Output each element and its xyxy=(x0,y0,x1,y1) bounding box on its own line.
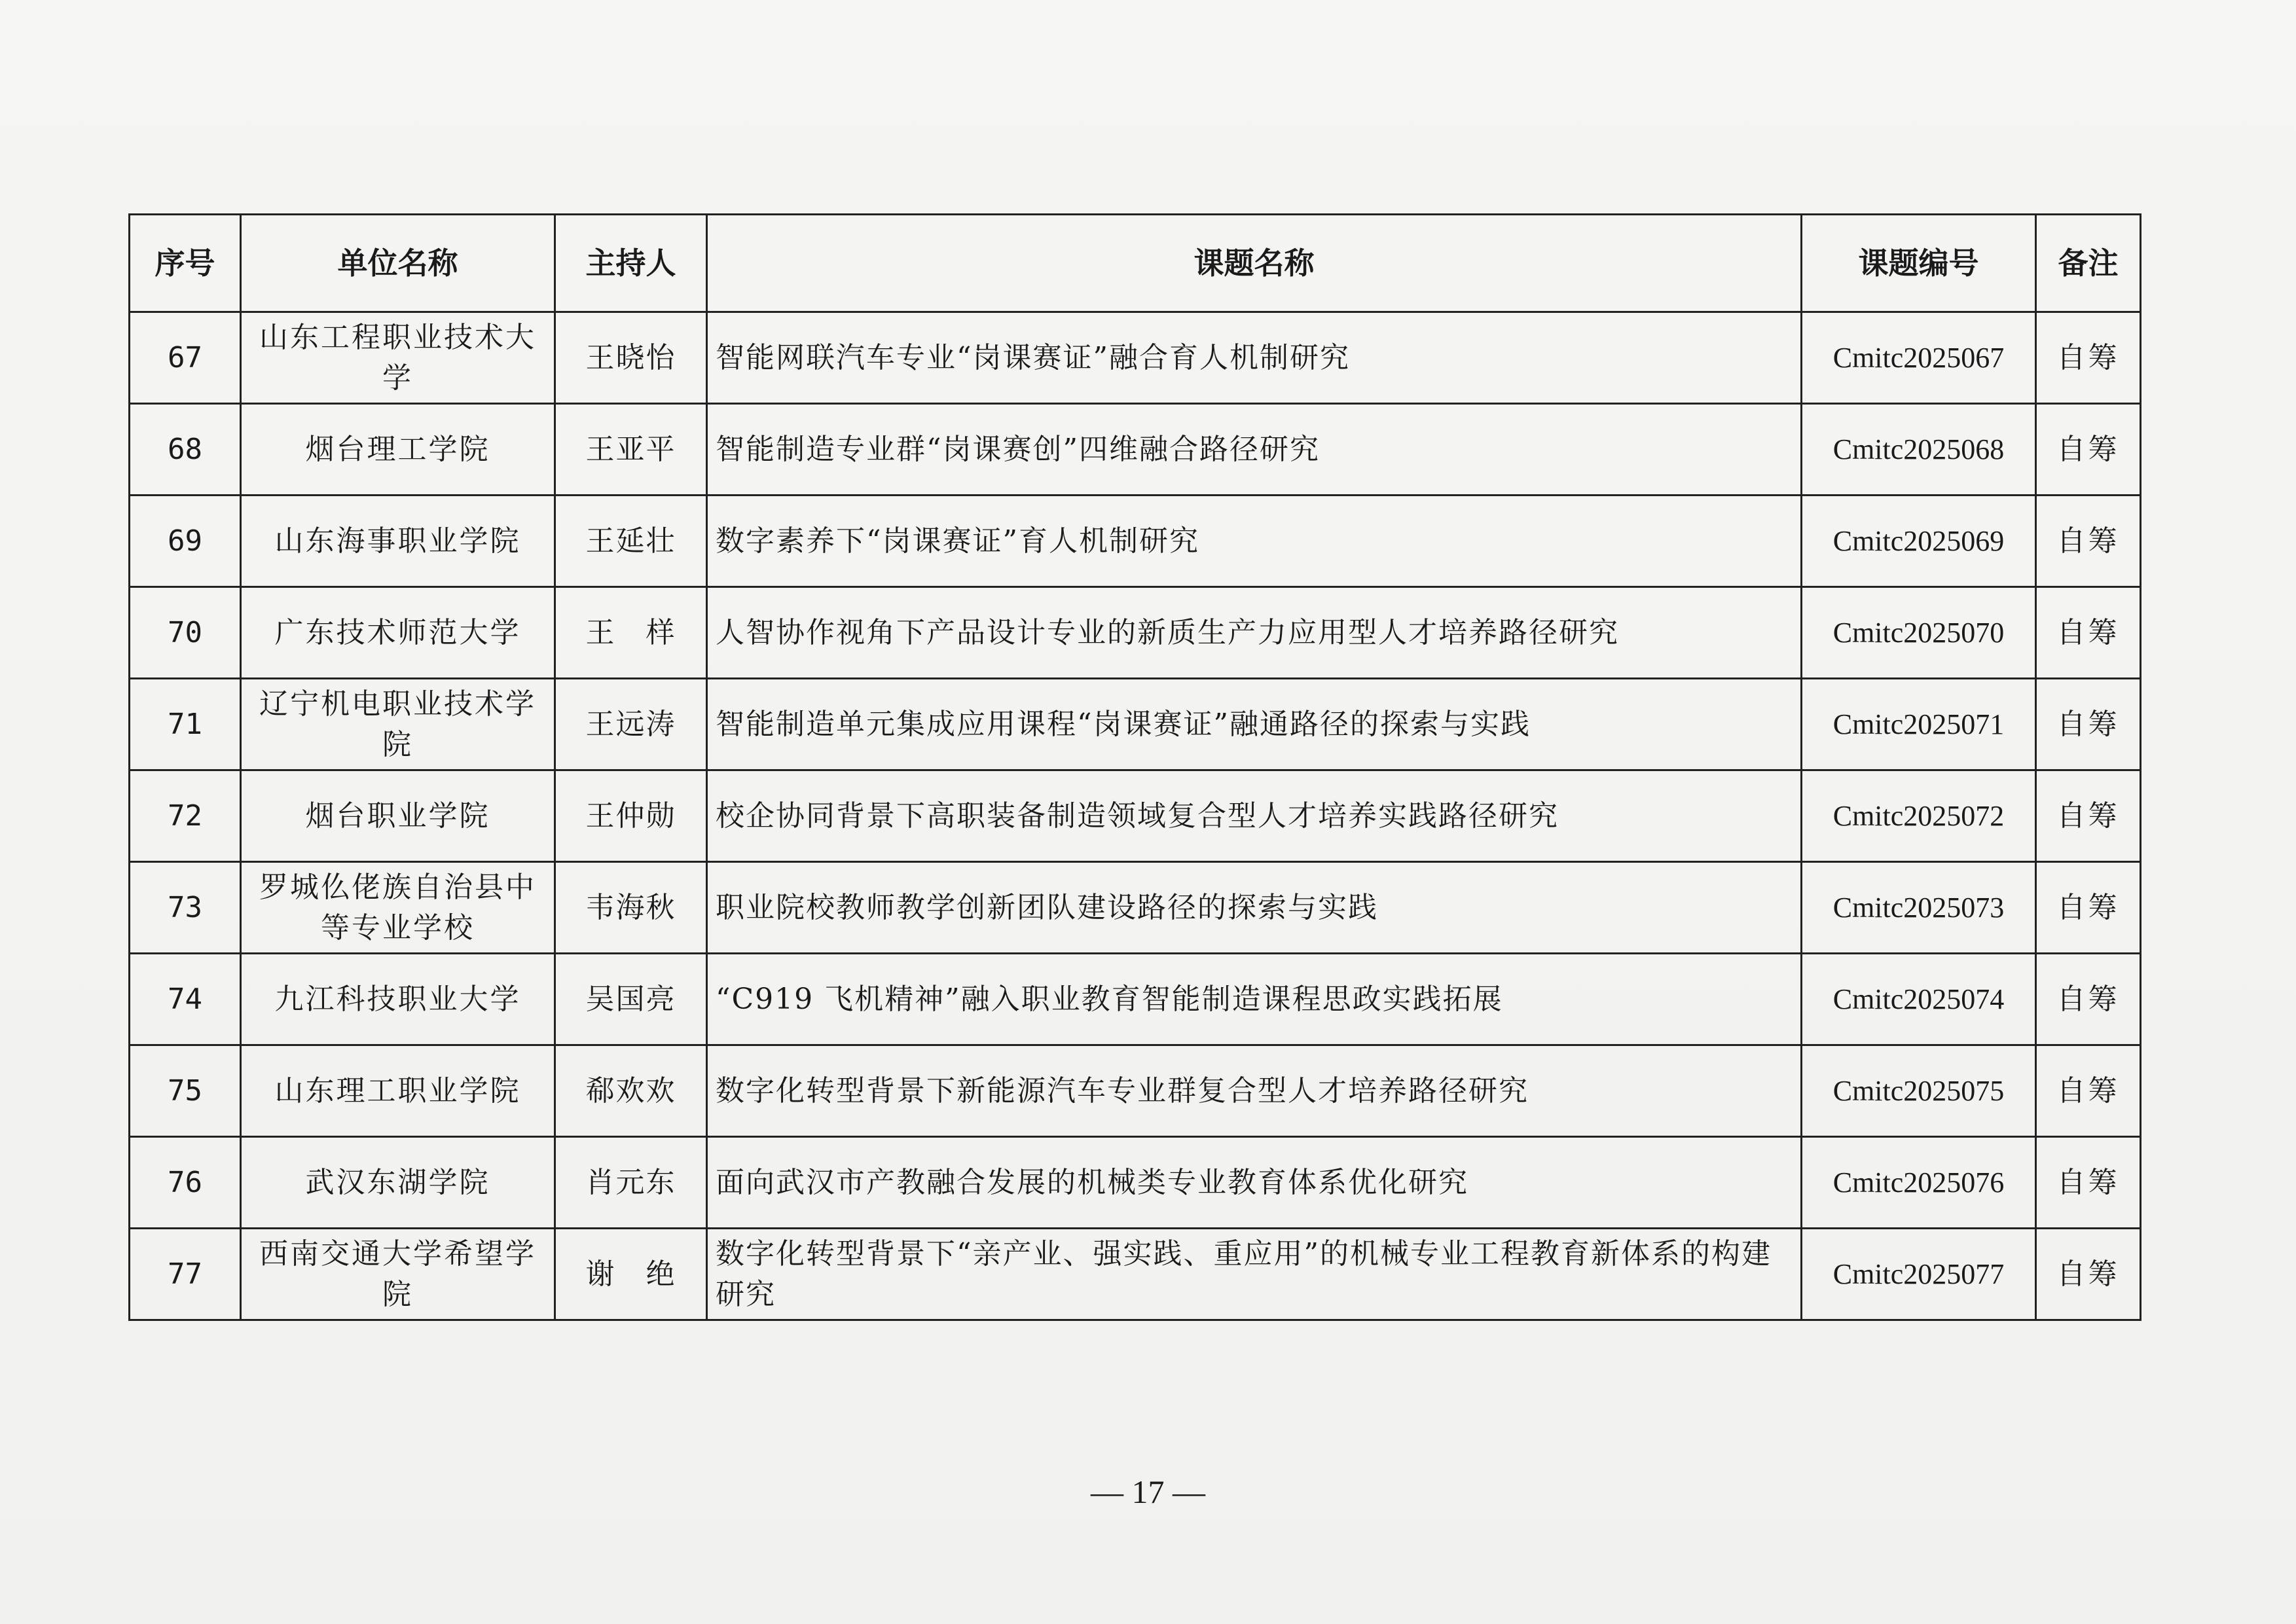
row-title: 人智协作视角下产品设计专业的新质生产力应用型人才培养路径研究 xyxy=(707,587,1802,679)
row-title: 职业院校教师教学创新团队建设路径的探索与实践 xyxy=(707,862,1802,954)
table-row xyxy=(130,1229,2141,1320)
row-unit: 山东理工职业学院 xyxy=(241,1045,555,1137)
table-row xyxy=(130,954,2141,1045)
header-code: 课题编号 xyxy=(1802,215,2036,312)
row-num: 67 xyxy=(130,312,241,404)
row-num: 76 xyxy=(130,1137,241,1229)
row-host: 郗欢欢 xyxy=(555,1045,707,1137)
row-note: 自筹 xyxy=(2036,954,2141,1045)
table-header-row xyxy=(130,215,2141,312)
row-code: Cmitc2025069 xyxy=(1802,496,2036,587)
row-num: 75 xyxy=(130,1045,241,1137)
table-row xyxy=(130,862,2141,954)
row-code: Cmitc2025073 xyxy=(1802,862,2036,954)
row-title: 数字素养下“岗课赛证”育人机制研究 xyxy=(707,496,1802,587)
row-note: 自筹 xyxy=(2036,404,2141,496)
row-num: 71 xyxy=(130,679,241,770)
page-number: — 17 — xyxy=(1091,1473,1205,1510)
row-title: 智能网联汽车专业“岗课赛证”融合育人机制研究 xyxy=(707,312,1802,404)
row-code: Cmitc2025072 xyxy=(1802,770,2036,862)
row-unit: 武汉东湖学院 xyxy=(241,1137,555,1229)
row-title: 智能制造专业群“岗课赛创”四维融合路径研究 xyxy=(707,404,1802,496)
row-host: 王远涛 xyxy=(555,679,707,770)
table-row xyxy=(130,679,2141,770)
row-code: Cmitc2025070 xyxy=(1802,587,2036,679)
row-host: 王晓怡 xyxy=(555,312,707,404)
row-host: 王亚平 xyxy=(555,404,707,496)
header-note: 备注 xyxy=(2036,215,2141,312)
row-note: 自筹 xyxy=(2036,587,2141,679)
row-unit: 西南交通大学希望学院 xyxy=(241,1229,555,1320)
row-host: 王延壮 xyxy=(555,496,707,587)
row-unit: 罗城仫佬族自治县中等专业学校 xyxy=(241,862,555,954)
row-note: 自筹 xyxy=(2036,496,2141,587)
row-host: 王仲勋 xyxy=(555,770,707,862)
row-host: 吴国亮 xyxy=(555,954,707,1045)
row-host: 肖元东 xyxy=(555,1137,707,1229)
row-host: 王 样 xyxy=(555,587,707,679)
header-host: 主持人 xyxy=(555,215,707,312)
row-note: 自筹 xyxy=(2036,862,2141,954)
row-num: 73 xyxy=(130,862,241,954)
header-unit: 单位名称 xyxy=(241,215,555,312)
row-host: 谢 绝 xyxy=(555,1229,707,1320)
table-row xyxy=(130,496,2141,587)
row-title: 数字化转型背景下新能源汽车专业群复合型人才培养路径研究 xyxy=(707,1045,1802,1137)
table-row xyxy=(130,587,2141,679)
row-num: 69 xyxy=(130,496,241,587)
table-row xyxy=(130,312,2141,404)
row-code: Cmitc2025071 xyxy=(1802,679,2036,770)
header-num: 序号 xyxy=(130,215,241,312)
table-row xyxy=(130,770,2141,862)
row-num: 72 xyxy=(130,770,241,862)
row-title: 校企协同背景下高职装备制造领域复合型人才培养实践路径研究 xyxy=(707,770,1802,862)
row-num: 77 xyxy=(130,1229,241,1320)
project-table xyxy=(128,213,2141,1321)
row-code: Cmitc2025077 xyxy=(1802,1229,2036,1320)
row-title: 数字化转型背景下“亲产业、强实践、重应用”的机械专业工程教育新体系的构建研究 xyxy=(707,1229,1802,1320)
row-code: Cmitc2025067 xyxy=(1802,312,2036,404)
row-note: 自筹 xyxy=(2036,1045,2141,1137)
row-code: Cmitc2025068 xyxy=(1802,404,2036,496)
row-code: Cmitc2025076 xyxy=(1802,1137,2036,1229)
row-unit: 九江科技职业大学 xyxy=(241,954,555,1045)
row-note: 自筹 xyxy=(2036,312,2141,404)
row-title: 智能制造单元集成应用课程“岗课赛证”融通路径的探索与实践 xyxy=(707,679,1802,770)
row-note: 自筹 xyxy=(2036,770,2141,862)
row-note: 自筹 xyxy=(2036,1137,2141,1229)
table-row xyxy=(130,404,2141,496)
row-unit: 烟台职业学院 xyxy=(241,770,555,862)
row-unit: 辽宁机电职业技术学院 xyxy=(241,679,555,770)
row-unit: 山东海事职业学院 xyxy=(241,496,555,587)
table-row xyxy=(130,1137,2141,1229)
row-num: 74 xyxy=(130,954,241,1045)
row-note: 自筹 xyxy=(2036,1229,2141,1320)
row-code: Cmitc2025075 xyxy=(1802,1045,2036,1137)
header-title: 课题名称 xyxy=(707,215,1802,312)
row-code: Cmitc2025074 xyxy=(1802,954,2036,1045)
row-num: 70 xyxy=(130,587,241,679)
row-note: 自筹 xyxy=(2036,679,2141,770)
row-title: “C919 飞机精神”融入职业教育智能制造课程思政实践拓展 xyxy=(707,954,1802,1045)
row-num: 68 xyxy=(130,404,241,496)
row-unit: 山东工程职业技术大学 xyxy=(241,312,555,404)
row-unit: 广东技术师范大学 xyxy=(241,587,555,679)
table-row xyxy=(130,1045,2141,1137)
row-host: 韦海秋 xyxy=(555,862,707,954)
row-title: 面向武汉市产教融合发展的机械类专业教育体系优化研究 xyxy=(707,1137,1802,1229)
row-unit: 烟台理工学院 xyxy=(241,404,555,496)
